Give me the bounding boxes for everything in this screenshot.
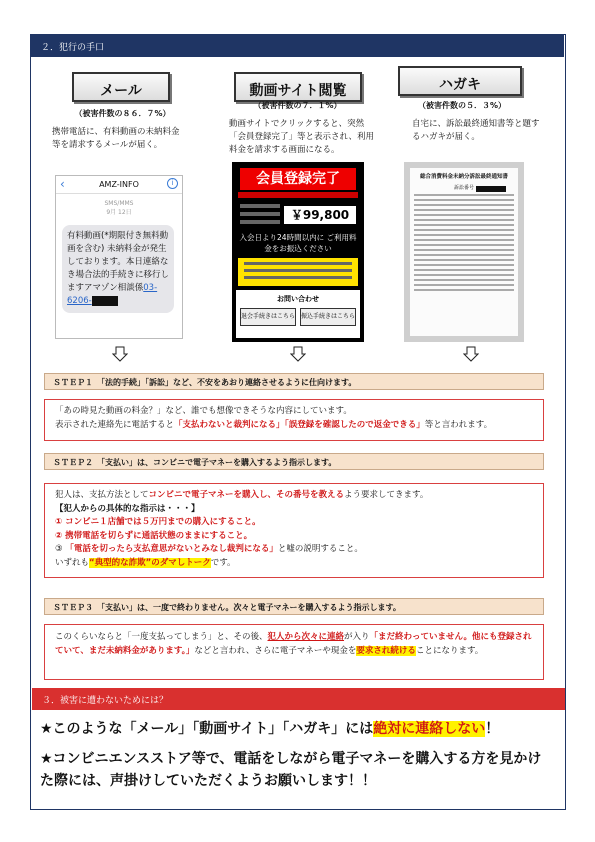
- postcard-stat: （被害件数の５．３%）: [417, 101, 506, 110]
- video-title: 動画サイト閲覧: [234, 72, 362, 102]
- step1-box: 「あの時見た動画の料金？」など、誰でも想像できそうな内容にしています。 表示された連絡先に電話すると「支払わないと裁判になる」「誤登録を確認したので返金できる」等と言われます。: [44, 399, 544, 441]
- step2-header: ＳＴＥＰ２ 「支払い」は、コンビニで電子マネーを購入するよう指示します。: [44, 453, 544, 470]
- mail-title: メール: [72, 72, 170, 102]
- down-arrow-icon: [112, 346, 128, 362]
- step2-box: 犯人は、支払方法としてコンビニで電子マネーを購入し、その番号を教えるよう要求してきます。 【犯人からの具体的な指示は・・・】 ① コンビニ１店舗では５万円までの購入にすること。 ② 携帯電話を切らずに通話状態のままにすること。 ③ 「電話を切ったら支払意思がないとみなし裁判になる」と嘘の説明すること。 いずれも“典型的な詐欺”のダマしトークです。: [44, 483, 544, 578]
- section-3-header: ３．被害に遭わないためには？: [32, 688, 565, 710]
- step3-header: ＳＴＥＰ３ 「支払い」は、一度で終わりません。次々と電子マネーを購入するよう指示します。: [44, 598, 544, 615]
- contact-panel: [236, 290, 360, 338]
- advice-line-1: ★このような「メール」「動画サイト」「ハガキ」には絶対に連絡しない！: [40, 721, 500, 737]
- red-strip: [238, 192, 358, 198]
- transfer-button: 振込手続きはこちら: [300, 308, 356, 326]
- redaction-bar: [476, 186, 506, 192]
- instruction-1: ① コンビニ１店舗では５万円までの購入にすること。: [55, 517, 261, 527]
- postcard-title: ハガキ: [398, 66, 522, 96]
- back-chevron-icon: ‹: [60, 177, 65, 191]
- step1-header: ＳＴＥＰ１ 「法的手続」「訴訟」など、不安をあおり連絡させるように仕向けます。: [44, 373, 544, 390]
- mail-stat: （被害件数の８６．７%）: [74, 109, 171, 118]
- mail-desc: 携帯電話に、有料動画の未納料金等を請求するメールが届く。: [52, 127, 180, 150]
- redaction-bar: [92, 296, 118, 306]
- contact-label: お問い合わせ: [277, 295, 319, 303]
- postcard-heading: 総合消費料金未納分訴訟最終通知書: [419, 174, 508, 180]
- withdraw-button: 退会手続きはこちら: [240, 308, 296, 326]
- lawsuit-number: 訴訟番号: [454, 185, 475, 191]
- postcard-photo: [404, 162, 524, 342]
- instruction-3: ③ 「電話を切ったら支払意思がないとみなし裁判になる」と嘘の説明すること。: [55, 544, 363, 554]
- sms-bubble: [62, 225, 174, 313]
- section-2-header: ２．犯行の手口: [31, 35, 564, 57]
- instruction-2: ② 携帯電話を切らずに通話状態のままにすること。: [55, 530, 253, 541]
- step3-box: このくらいならと「一度支払ってしまう」と、その後、犯人から次々に連絡が入り「まだ終わっていません。他にも登録されていて、まだ未納料金があります。」などと言われ、さらに電子マネーや現金を要求され続けることになります。: [44, 624, 544, 680]
- payment-notice: 入会日より24時間以内に ご利用料金をお振込ください: [239, 233, 357, 253]
- down-arrow-icon: [290, 346, 306, 362]
- sms-meta-date: 9月 12日: [106, 209, 132, 216]
- postcard-text-lines: [414, 194, 514, 291]
- info-icon: i: [167, 178, 178, 189]
- advice-line-2: ★コンビニエンスストア等で、電話をしながら電子マネーを購入する方を見かけた際には、声掛けしていただくようお願いします！！: [40, 751, 542, 789]
- registration-complete-banner: 会員登録完了: [240, 168, 356, 190]
- yellow-notice-box: [238, 258, 358, 286]
- fake-site-screenshot: [232, 162, 364, 342]
- sms-body: 有料動画(*期限付き無料動画を含む) 未納料金が発生しております。本日連絡なき場合法的手続きに移行しますアマゾン相談係: [67, 231, 170, 293]
- video-stat: （被害件数の７．１%）: [253, 101, 342, 110]
- down-arrow-icon: [463, 346, 479, 362]
- sms-phone-link: 03-6206-: [67, 283, 158, 306]
- video-desc: 動画サイトでクリックすると、突然「会員登録完了」等と表示され、利用料金を請求する画面になる。: [229, 119, 375, 155]
- charge-amount: ￥99,800: [284, 206, 356, 224]
- step1-line1: 「あの時見た動画の料金？」など、誰でも想像できそうな内容にしています。: [55, 406, 352, 416]
- blurred-lines: [240, 204, 280, 228]
- sms-meta-type: SMS/MMS: [104, 200, 134, 207]
- sms-sender: AMZ-INFO: [99, 180, 139, 189]
- sms-screenshot: [55, 175, 183, 339]
- postcard-desc: 自宅に、訴訟最終通知書等と題するハガキが届く。: [412, 119, 540, 142]
